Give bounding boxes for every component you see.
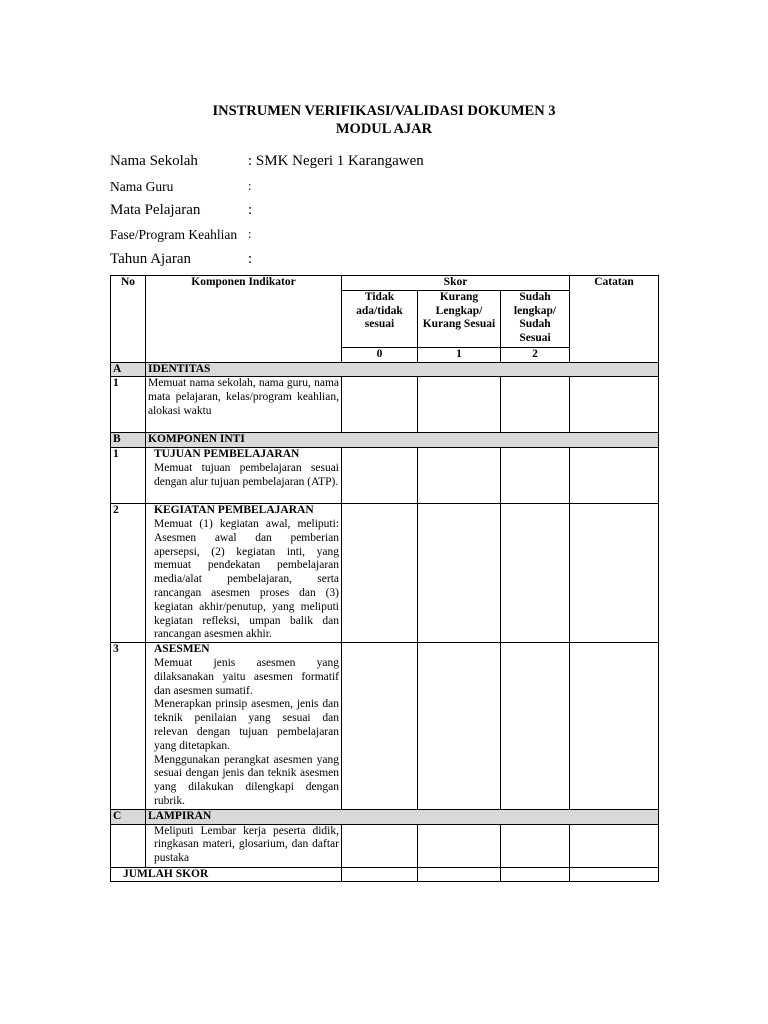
section-letter: A bbox=[111, 362, 146, 377]
row-indicator bbox=[146, 448, 342, 504]
section-title: IDENTITAS bbox=[146, 362, 659, 377]
info-label: Nama Guru bbox=[110, 179, 174, 194]
table-row bbox=[111, 448, 659, 504]
section-row-a bbox=[111, 362, 659, 377]
section-row-b bbox=[111, 433, 659, 448]
score-cell-2[interactable] bbox=[501, 377, 570, 433]
row-number: 2 bbox=[111, 504, 146, 643]
info-label: Nama Sekolah bbox=[110, 153, 198, 169]
header-catatan: Catatan bbox=[570, 276, 659, 363]
score-cell-1[interactable] bbox=[418, 377, 501, 433]
info-value: : bbox=[248, 179, 252, 193]
info-label: Mata Pelajaran bbox=[110, 202, 201, 218]
catatan-cell[interactable] bbox=[570, 504, 659, 643]
row-indicator: Memuat nama sekolah, nama guru, nama mata pelajaran, kelas/program keahlian, alokasi waktu bbox=[146, 377, 342, 433]
info-label: Tahun Ajaran bbox=[110, 251, 192, 267]
indicator-text: Menggunakan perangkat asesmen yang sesuai dengan jenis dan teknik asesmen yang dilakukan dilengkapi dengan rubrik. bbox=[154, 753, 339, 807]
document-title: INSTRUMEN VERIFIKASI/VALIDASI DOKUMEN 3 bbox=[212, 103, 556, 119]
score-cell-2[interactable] bbox=[501, 504, 570, 643]
score-cell-0[interactable] bbox=[342, 504, 418, 643]
indicator-text: Memuat jenis asesmen yang dilaksanakan yaitu asesmen formatif dan asesmen sumatif. bbox=[154, 656, 339, 697]
score-cell-1[interactable] bbox=[418, 448, 501, 504]
catatan-cell[interactable] bbox=[570, 377, 659, 433]
header-skor: Skor bbox=[342, 276, 570, 291]
document-subtitle: MODUL AJAR bbox=[335, 121, 433, 137]
header-score-2-label: Sudah lengkap/ Sudah Sesuai bbox=[501, 290, 570, 347]
header-score-1-label: Kurang Lengkap/ Kurang Sesuai bbox=[418, 290, 501, 347]
table-row bbox=[111, 377, 659, 433]
info-value: : bbox=[248, 227, 252, 241]
info-value: : bbox=[248, 251, 253, 267]
indicator-text: Memuat (1) kegiatan awal, meliputi: Asesmen awal dan pemberian apersepsi, (2) kegiatan inti, yang memuat pendekatan pembelajaran media/alat pembelajaran, serta rancangan asesmen proses dan (3) kegiatan akhir/penutup, yang meliputi kegiatan refleksi, umpan balik dan rancangan asesmen akhir. bbox=[154, 517, 339, 641]
row-number bbox=[111, 824, 146, 867]
header-score-2: 2 bbox=[501, 347, 570, 362]
info-value: : SMK Negeri 1 Karangawen bbox=[248, 153, 424, 169]
table-row bbox=[111, 504, 659, 643]
total-score-2[interactable] bbox=[501, 867, 570, 882]
indicator-title: TUJUAN PEMBELAJARAN bbox=[154, 448, 300, 461]
row-number: 1 bbox=[111, 448, 146, 504]
score-cell-0[interactable] bbox=[342, 824, 418, 867]
indicator-title: KEGIATAN PEMBELAJARAN bbox=[154, 504, 314, 517]
score-cell-0[interactable] bbox=[342, 448, 418, 504]
section-letter: C bbox=[111, 809, 146, 824]
row-number: 3 bbox=[111, 643, 146, 810]
info-label: Fase/Program Keahlian bbox=[110, 227, 238, 242]
score-cell-2[interactable] bbox=[501, 643, 570, 810]
score-cell-0[interactable] bbox=[342, 643, 418, 810]
table-row bbox=[111, 643, 659, 810]
catatan-cell[interactable] bbox=[570, 448, 659, 504]
score-cell-1[interactable] bbox=[418, 504, 501, 643]
header-score-1: 1 bbox=[418, 347, 501, 362]
total-label: JUMLAH SKOR bbox=[111, 867, 342, 882]
score-cell-1[interactable] bbox=[418, 824, 501, 867]
score-cell-2[interactable] bbox=[501, 824, 570, 867]
total-score-0[interactable] bbox=[342, 867, 418, 882]
header-komponen: Komponen Indikator bbox=[146, 276, 342, 363]
catatan-cell[interactable] bbox=[570, 824, 659, 867]
score-cell-1[interactable] bbox=[418, 643, 501, 810]
row-number: 1 bbox=[111, 377, 146, 433]
score-cell-2[interactable] bbox=[501, 448, 570, 504]
header-row bbox=[111, 276, 659, 291]
total-catatan[interactable] bbox=[570, 867, 659, 882]
row-indicator bbox=[146, 504, 342, 643]
section-letter: B bbox=[111, 433, 146, 448]
section-title: LAMPIRAN bbox=[146, 809, 659, 824]
header-score-0-label: Tidak ada/tidak sesuai bbox=[342, 290, 418, 347]
indicator-text: Memuat tujuan pembelajaran sesuai dengan alur tujuan pembelajaran (ATP). bbox=[154, 461, 339, 488]
indicator-title: ASESMEN bbox=[154, 643, 210, 656]
catatan-cell[interactable] bbox=[570, 643, 659, 810]
section-row-c bbox=[111, 809, 659, 824]
section-title: KOMPONEN INTI bbox=[146, 433, 659, 448]
info-value: : bbox=[248, 202, 253, 218]
total-score-1[interactable] bbox=[418, 867, 501, 882]
row-indicator: Meliputi Lembar kerja peserta didik, ringkasan materi, glosarium, dan daftar pustaka bbox=[146, 824, 342, 867]
header-no: No bbox=[111, 276, 146, 363]
indicator-text: Menerapkan prinsip asesmen, jenis dan teknik penilaian yang sesuai dan relevan dengan tujuan pembelajaran yang ditetapkan. bbox=[154, 698, 339, 752]
score-cell-0[interactable] bbox=[342, 377, 418, 433]
row-indicator bbox=[146, 643, 342, 810]
header-score-0: 0 bbox=[342, 347, 418, 362]
verification-table bbox=[110, 275, 659, 882]
total-row bbox=[111, 867, 659, 882]
table-row bbox=[111, 824, 659, 867]
